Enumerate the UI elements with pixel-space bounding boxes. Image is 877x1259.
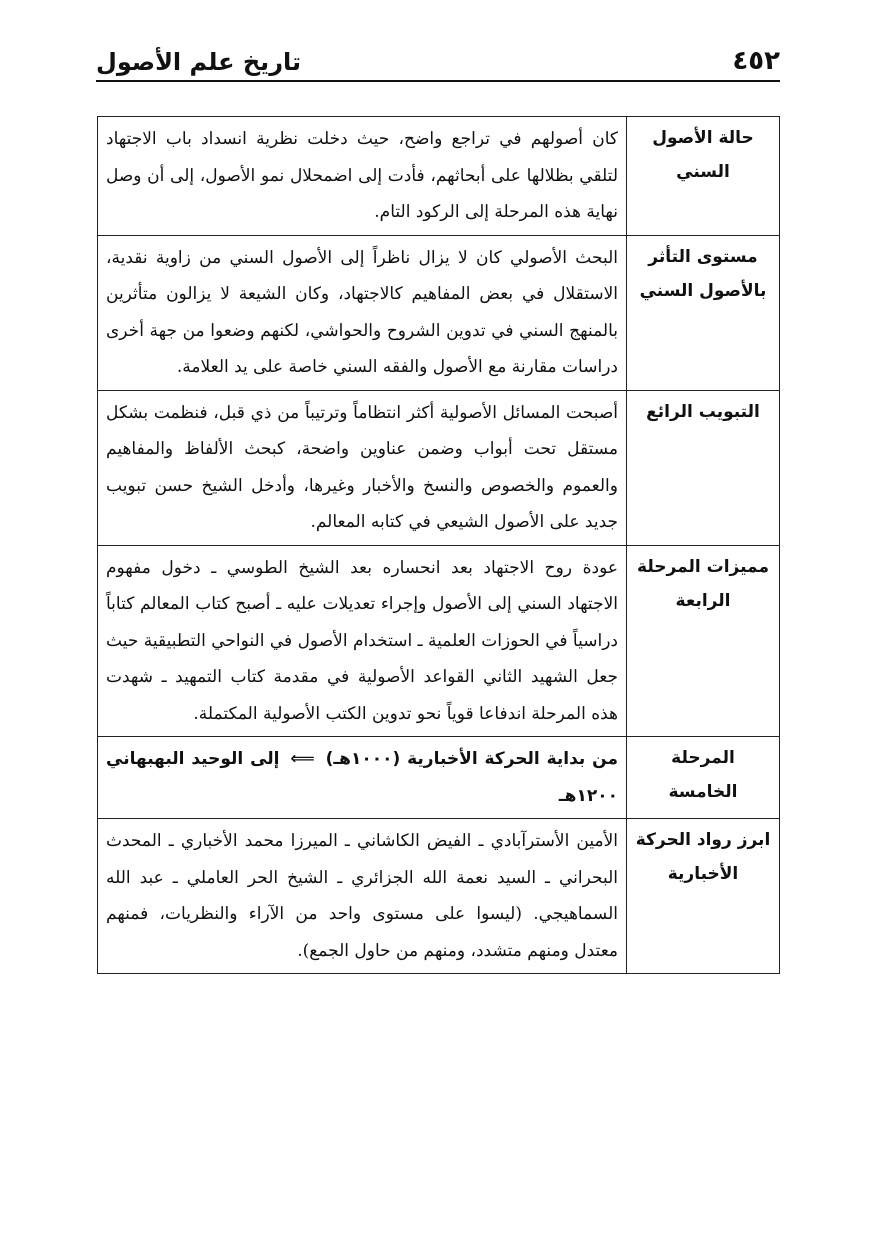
row-text: كان أصولهم في تراجع واضح، حيث دخلت نظرية انسداد باب الاجتهاد لتلقي بظلالها على أبحاثهم، فأدت إلى اضمحلال نمو الأصول، إلى أن وصل نهاية هذه المرحلة إلى الركود التام. (98, 117, 627, 236)
row-text: البحث الأصولي كان لا يزال ناظراً إلى الأصول السني من زاوية نقدية، الاستقلال في بعض المفاهيم كالاجتهاد، وكان الشيعة لا يزالون متأثرين بالمنهج السني في تدوين الشروح والحواشي، لكنهم وضعوا من جهة أخرى دراسات مقارنة مع الأصول والفقه السني خاصة على يد العلامة. (98, 235, 627, 390)
row-label: حالة الأصول السني (627, 117, 780, 236)
row-label: المرحلة الخامسة (627, 737, 780, 819)
header-rule (96, 80, 780, 82)
row-text: أصبحت المسائل الأصولية أكثر انتظاماً وترتيباً من ذي قبل، فنظمت بشكل مستقل تحت أبواب وضمن عناوين واضحة، كبحث الألفاظ والمفاهيم والعموم والخصوص والنسخ والأخبار وغيرها، وأدخل الشيخ حسن تبويب جديد على الأصول الشيعي في كتابه المعالم. (98, 390, 627, 545)
row-text: عودة روح الاجتهاد بعد انحساره بعد الشيخ الطوسي ـ دخول مفهوم الاجتهاد السني إلى الأصول وإجراء تعديلات عليه ـ أصبح كتاب المعالم كتاباً دراسياً في الحوزات العلمية ـ استخدام الأصول في النواحي التطبيقية حيث جعل الشهيد الثاني القواعد الأصولية في مقدمة كتاب التمهيد ـ شهدت هذه المرحلة اندفاعا قوياً نحو تدوين الكتب الأصولية المكتملة. (98, 545, 627, 737)
row-text: الأمين الأسترآبادي ـ الفيض الكاشاني ـ الميرزا محمد الأخباري ـ المحدث البحراني ـ السيد نعمة الله الجزائري ـ الشيخ الحر العاملي ـ عبد الله السماهيجي. (ليسوا على مستوى واحد من الآراء والنظريات، فمنهم معتدل ومنهم متشدد، ومنهم من حاول الجمع). (98, 819, 627, 974)
table-row (98, 390, 780, 545)
period-end-text: إلى الوحيد البهبهاني ١٢٠٠هـ (106, 749, 618, 806)
row-label: مميزات المرحلة الرابعة (627, 545, 780, 737)
period-start-text: من بداية الحركة الأخبارية (١٠٠٠هـ) (325, 749, 618, 769)
row-label: ابرز رواد الحركة الأخبارية (627, 819, 780, 974)
page-number: ٤٥٢ (732, 46, 780, 76)
table-row (98, 545, 780, 737)
book-title: تاريخ علم الأصول (96, 48, 302, 76)
table-row (98, 819, 780, 974)
summary-table (97, 116, 780, 974)
arrow-left-icon: ⟸ (290, 749, 315, 769)
running-header (96, 34, 780, 76)
row-text (98, 737, 627, 819)
row-label: التبويب الرائع (627, 390, 780, 545)
table-row (98, 117, 780, 236)
table-row (98, 235, 780, 390)
row-label: مستوى التأثر بالأصول السني (627, 235, 780, 390)
table-row (98, 737, 780, 819)
